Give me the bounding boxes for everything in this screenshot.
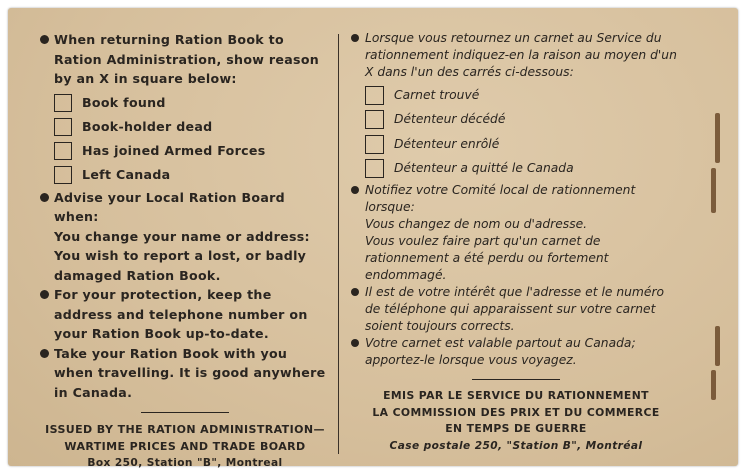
french-column [351, 30, 681, 454]
checkbox-square-icon[interactable] [54, 166, 72, 184]
interest-text: Il est de votre intérêt que l'adresse et le numéro de téléphone qui apparaissent sur votre carnet soient toujours corrects. [365, 285, 665, 333]
return-intro-text: When returning Ration Book to Ration Administration, show reason by an X in square below: [54, 32, 320, 86]
return-intro-text-fr: Lorsque vous retournez un carnet au Service du rationnement indiquez-en la raison au moyen d'un X dans l'un des carrés ci-dessous: [365, 31, 677, 79]
checkbox-square-icon[interactable] [54, 118, 72, 136]
staple-mark-icon [715, 113, 720, 163]
advise-heading: Advise your Local Ration Board when: [54, 189, 285, 224]
issuer-line: EMIS PAR LE SERVICE DU RATIONNEMENT [383, 389, 649, 402]
checkbox-square-icon[interactable] [365, 135, 384, 154]
issuer-line: ISSUED BY THE RATION ADMINISTRATION— [45, 423, 325, 436]
reason-label: Détenteur décédé [394, 112, 506, 127]
reason-label: Détenteur a quitté le Canada [394, 161, 574, 176]
reason-option-book-found[interactable] [54, 91, 330, 115]
bullet-icon [40, 349, 49, 358]
checkbox-square-icon[interactable] [365, 159, 384, 178]
english-column [40, 30, 330, 472]
bullet-icon [40, 35, 49, 44]
english-issuer-block [40, 421, 330, 472]
interest-note [351, 284, 681, 335]
staple-mark-icon [711, 370, 716, 400]
issuer-line: WARTIME PRICES AND TRADE BOARD [64, 440, 306, 453]
notify-heading: Notifiez votre Comité local de rationnement lorsque: [365, 183, 636, 214]
checkbox-square-icon[interactable] [54, 94, 72, 112]
staple-mark-icon [711, 168, 716, 213]
column-divider [338, 34, 339, 454]
reason-option-carnet-trouve[interactable] [365, 83, 681, 108]
advise-item-change: You change your name or address: [54, 228, 310, 244]
issuer-line: LA COMMISSION DES PRIX ET DU COMMERCE [372, 405, 660, 419]
notify-item-lost: Vous voulez faire part qu'un carnet de rationnement a été perdu ou fortement endommagé. [365, 234, 609, 282]
checkbox-square-icon[interactable] [54, 142, 72, 160]
reason-option-holder-dead[interactable] [54, 115, 330, 139]
travel-text: Take your Ration Book with you when travelling. It is good anywhere in Canada. [54, 345, 326, 400]
reason-label: Carnet trouvé [394, 87, 480, 102]
protection-note [40, 285, 330, 344]
bullet-icon [351, 34, 359, 42]
reason-checkbox-list [54, 91, 330, 187]
return-instructions-fr [351, 30, 681, 81]
bullet-icon [351, 339, 359, 347]
reason-option-left-canada[interactable] [54, 163, 330, 187]
return-instructions [40, 30, 330, 89]
bullet-icon [40, 290, 49, 299]
reason-option-detenteur-enrole[interactable] [365, 132, 681, 157]
notify-committee-section [351, 182, 681, 216]
checkbox-square-icon[interactable] [365, 86, 384, 105]
footer-rule [472, 379, 560, 380]
advise-item-lost: You wish to report a lost, or badly damaged Ration Book. [54, 248, 307, 283]
reason-option-quitte-canada[interactable] [365, 157, 681, 182]
reason-checkbox-list-fr [365, 83, 681, 181]
reason-label: Has joined Armed Forces [82, 142, 266, 158]
bullet-icon [351, 186, 359, 194]
ration-book-card [8, 8, 738, 469]
reason-label: Book-holder dead [82, 118, 213, 134]
notify-item-change: Vous changez de nom ou d'adresse. [365, 217, 588, 231]
reason-label: Left Canada [82, 166, 171, 182]
bullet-icon [351, 288, 359, 296]
issuer-address: Box 250, Station "B", Montreal [87, 457, 283, 469]
valid-note [351, 335, 681, 369]
reason-label: Book found [82, 94, 166, 110]
issuer-line: EN TEMPS DE GUERRE [445, 422, 587, 435]
advise-board-section [40, 188, 330, 227]
reason-label: Détenteur enrôlé [394, 136, 500, 151]
reason-option-detenteur-decede[interactable] [365, 108, 681, 133]
reason-option-armed-forces[interactable] [54, 139, 330, 163]
bullet-icon [40, 193, 49, 202]
staple-mark-icon [715, 326, 720, 366]
protection-text: For your protection, keep the address and telephone number on your Ration Book up-to-date. [54, 287, 308, 341]
french-issuer-block [351, 388, 681, 454]
valid-text: Votre carnet est valable partout au Canada; apportez-le lorsque vous voyagez. [365, 336, 636, 367]
issuer-address: Case postale 250, "Station B", Montréal [389, 439, 643, 452]
checkbox-square-icon[interactable] [365, 110, 384, 129]
travel-note [40, 344, 330, 403]
footer-rule [141, 412, 229, 413]
